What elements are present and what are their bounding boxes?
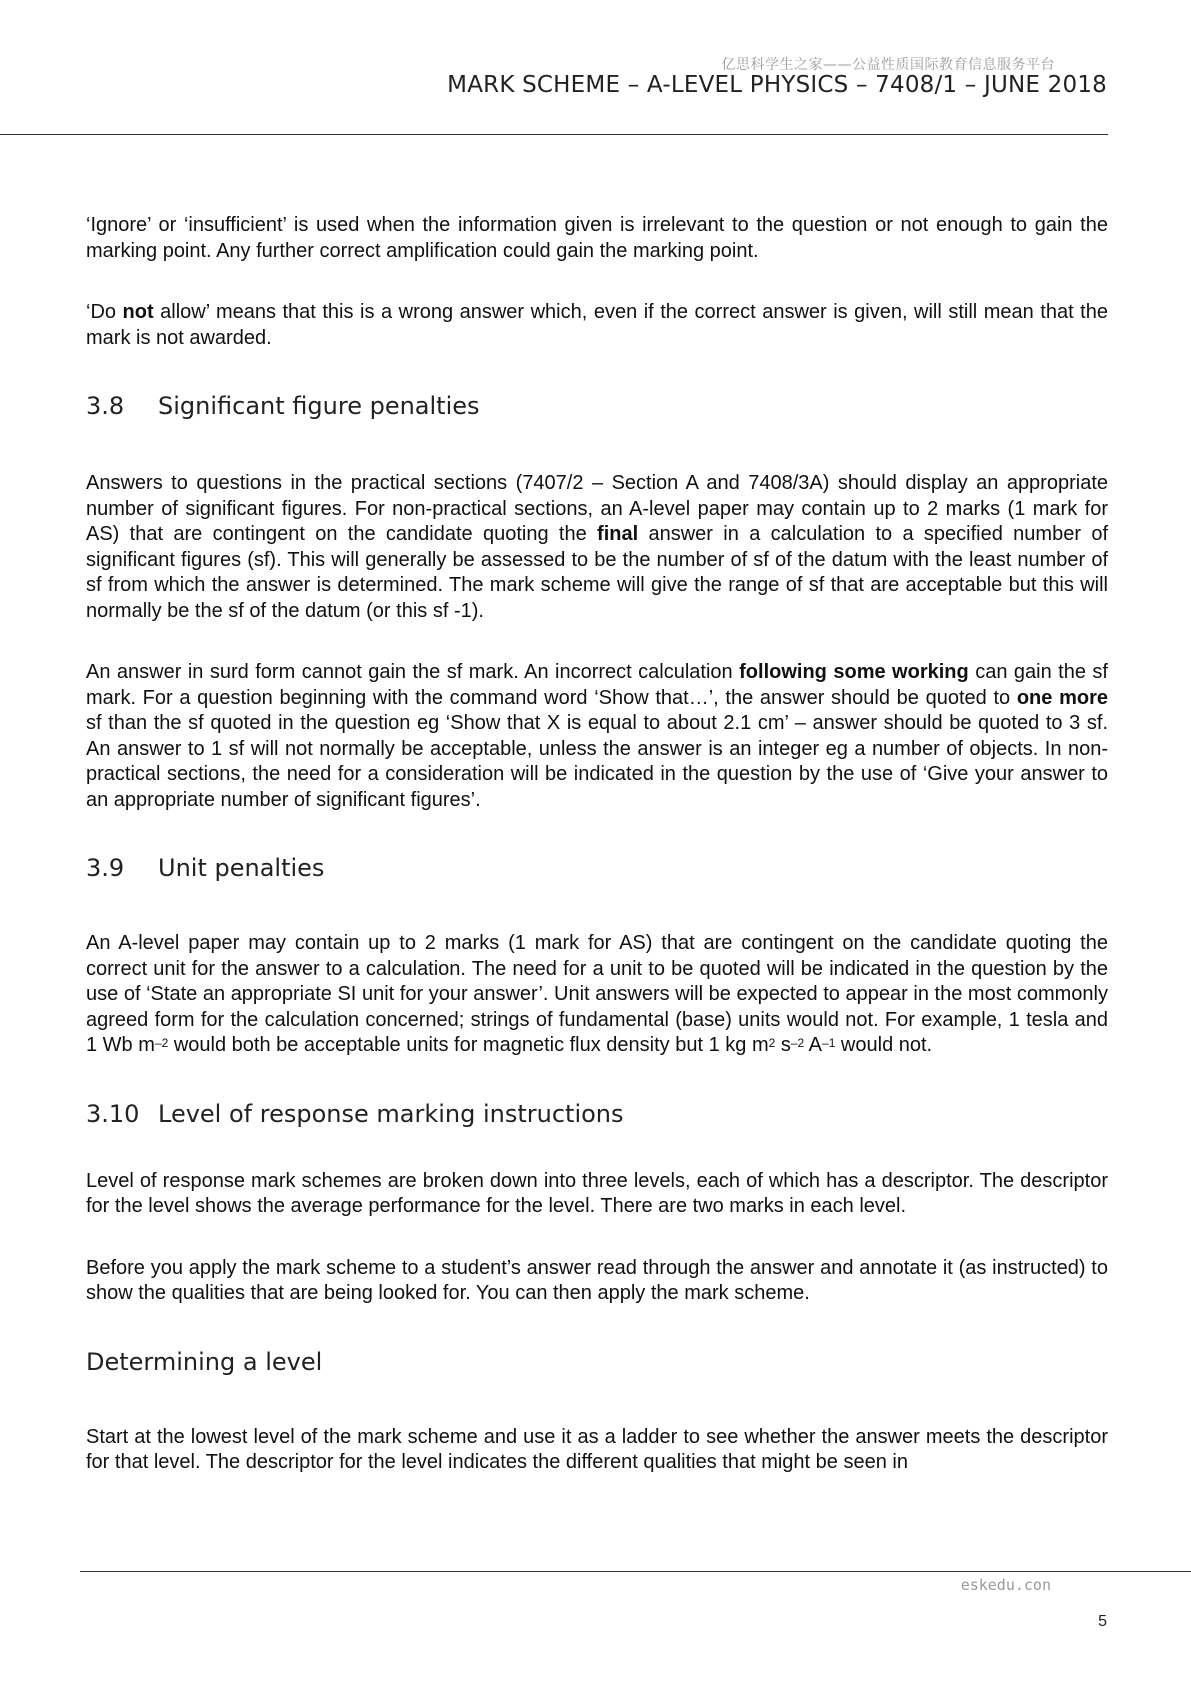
text-span: sf than the sf quoted in the question eg ‘Show that X is equal to about 2.1 cm’ – answer should be quoted to 3 sf. An answer to 1 sf will not normally be acceptable, unless the answer is an integer eg a number of objects. In non-practical sections, the need for a consideration will be indicated in the question by the use of ‘Give your answer to an appropriate number of significant figures’. — [86, 712, 1108, 811]
text-span: s — [775, 1034, 791, 1056]
text-span: would both be acceptable units for magnetic flux density but 1 kg m — [168, 1034, 769, 1056]
text-span: ‘Do — [86, 301, 123, 323]
paragraph-sf-1 — [86, 471, 1108, 624]
bold-text: final — [597, 523, 639, 545]
section-heading-3-8 — [86, 391, 1108, 421]
text-span: allow’ means that this is a wrong answer which, even if the correct answer is given, will still mean that the mark is not awarded. — [86, 301, 1108, 349]
paragraph-units — [86, 931, 1108, 1059]
header-title: MARK SCHEME – A-LEVEL PHYSICS – 7408/1 – JUNE 2018 — [447, 72, 1107, 98]
bold-text: following some working — [739, 661, 969, 683]
header-divider — [0, 134, 1108, 135]
text-span: would not. — [835, 1034, 933, 1056]
text-span: Answers to questions in the practical sections (7407/2 – Section A and 7408/3A) should display an appropriate number of significant figures. For non-practical sections, an A-level paper may contain up to 2 marks (1 mark for AS) that are contingent on the candidate quoting the — [86, 472, 1108, 545]
superscript: –1 — [822, 1036, 836, 1050]
section-number: 3.10 — [86, 1099, 140, 1128]
text-span: can gain the sf mark. For a question beginning with the command word ‘Show that…’, the answer should be quoted to — [86, 661, 1108, 709]
text-span: answer in a calculation to a specified number of significant figures (sf). This will generally be assessed to be the number of sf of the datum with the least number of sf from which the answer is determined. The mark scheme will give the range of sf that are acceptable but this will normally be the sf of the datum (or this sf -1). — [86, 523, 1108, 622]
section-number: 3.8 — [86, 392, 125, 420]
paragraph-sf-2 — [86, 660, 1108, 813]
section-title: Level of response marking instructions — [158, 1099, 624, 1128]
header-watermark: 亿思科学生之家——公益性质国际教育信息服务平台 — [721, 57, 1055, 73]
paragraph-ignore: ‘Ignore’ or ‘insufficient’ is used when the information given is irrelevant to the question or not enough to gain the marking point. Any further correct amplification could gain the marking point. — [86, 214, 1108, 262]
paragraph-levels-2: Before you apply the mark scheme to a student’s answer read through the answer and annotate it (as instructed) to show the qualities that are being looked for. You can then apply the mark scheme. — [86, 1256, 1108, 1304]
text-span: A — [804, 1034, 823, 1056]
superscript: –2 — [790, 1036, 805, 1050]
bold-text: one more — [1016, 686, 1108, 709]
heading-determining-level: Determining a level — [86, 1347, 323, 1376]
bold-text: not — [122, 301, 154, 323]
section-heading-3-9 — [86, 853, 1108, 883]
text-span: An answer in surd form cannot gain the sf mark. An incorrect calculation — [86, 661, 740, 683]
text-span: An A-level paper may contain up to 2 marks (1 mark for AS) that are contingent on the candidate quoting the correct unit for the answer to a calculation. The need for a unit to be quoted will be indicated in the question by the use of ‘State an appropriate SI unit for your answer’. Unit answers will be expected to appear in the most commonly agreed form for the calculation concerned; strings of fundamental (base) units would not. For example, 1 tesla and 1 Wb m — [86, 932, 1108, 1056]
paragraph-do-not — [86, 300, 1108, 351]
superscript: –2 — [154, 1036, 169, 1050]
page-content — [86, 213, 1108, 1476]
footer-site: eskedu.con — [960, 1576, 1051, 1594]
footer-divider — [80, 1571, 1191, 1572]
section-title: Unit penalties — [158, 854, 325, 882]
section-number: 3.9 — [86, 854, 125, 882]
section-title: Significant figure penalties — [158, 392, 480, 420]
page-number: 5 — [1098, 1613, 1107, 1630]
section-heading-3-10 — [86, 1099, 1108, 1129]
superscript: 2 — [768, 1036, 776, 1050]
paragraph-determining: Start at the lowest level of the mark scheme and use it as a ladder to see whether the answer meets the descriptor for that level. The descriptor for the level indicates the different qualities that might be seen in — [86, 1425, 1108, 1473]
paragraph-levels-1: Level of response mark schemes are broken down into three levels, each of which has a descriptor. The descriptor for the level shows the average performance for the level. There are two marks in each level. — [86, 1169, 1108, 1217]
